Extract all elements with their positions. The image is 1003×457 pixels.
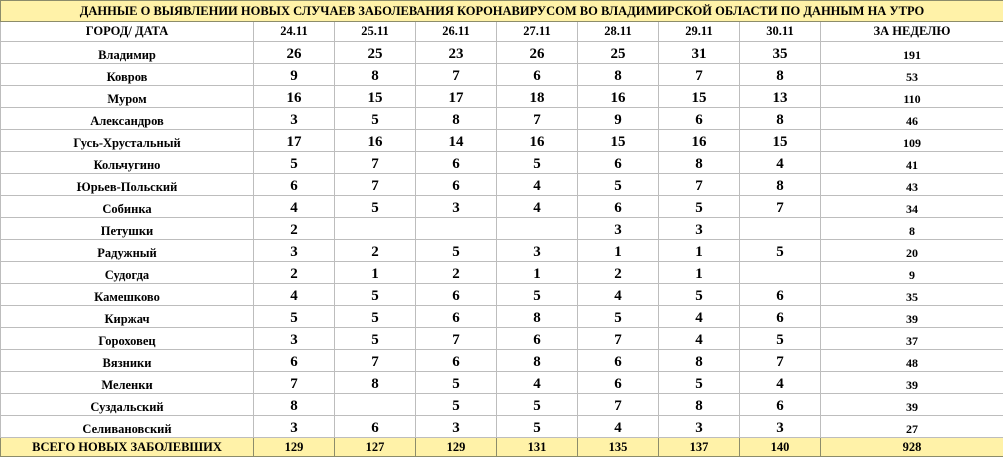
day-cell: 8 [578, 64, 659, 86]
day-cell [335, 218, 416, 240]
total-row [1, 438, 1003, 457]
total-day-cell: 131 [497, 438, 578, 457]
day-cell: 35 [740, 42, 821, 64]
day-cell: 6 [254, 350, 335, 372]
day-cell: 26 [254, 42, 335, 64]
city-cell: Вязники [1, 350, 254, 372]
day-cell: 2 [416, 262, 497, 284]
table-row [1, 108, 1003, 130]
table-row [1, 130, 1003, 152]
day-cell: 4 [659, 306, 740, 328]
day-cell: 5 [254, 152, 335, 174]
day-cell: 25 [335, 42, 416, 64]
table-row [1, 218, 1003, 240]
day-cell: 6 [335, 416, 416, 438]
day-cell: 5 [497, 284, 578, 306]
header-date: 30.11 [740, 22, 821, 42]
title-row [1, 1, 1003, 22]
header-date: 26.11 [416, 22, 497, 42]
day-cell: 6 [578, 350, 659, 372]
day-cell [335, 394, 416, 416]
city-cell: Муром [1, 86, 254, 108]
header-date: 27.11 [497, 22, 578, 42]
table-row [1, 416, 1003, 438]
day-cell: 8 [659, 350, 740, 372]
day-cell: 5 [335, 328, 416, 350]
table-row [1, 196, 1003, 218]
day-cell: 3 [578, 218, 659, 240]
day-cell: 13 [740, 86, 821, 108]
week-total-cell: 37 [821, 328, 1003, 350]
day-cell: 4 [578, 284, 659, 306]
city-cell: Гороховец [1, 328, 254, 350]
day-cell: 8 [497, 350, 578, 372]
header-date: 28.11 [578, 22, 659, 42]
day-cell: 5 [740, 328, 821, 350]
day-cell: 6 [416, 284, 497, 306]
week-total-cell: 191 [821, 42, 1003, 64]
day-cell: 5 [335, 108, 416, 130]
table-row [1, 174, 1003, 196]
day-cell: 15 [659, 86, 740, 108]
city-cell: Меленки [1, 372, 254, 394]
day-cell: 5 [659, 372, 740, 394]
week-total-cell: 48 [821, 350, 1003, 372]
week-total-cell: 35 [821, 284, 1003, 306]
day-cell: 4 [497, 372, 578, 394]
total-week-cell: 928 [821, 438, 1003, 457]
day-cell: 6 [740, 284, 821, 306]
day-cell: 4 [254, 196, 335, 218]
week-total-cell: 39 [821, 394, 1003, 416]
day-cell: 7 [254, 372, 335, 394]
day-cell: 9 [578, 108, 659, 130]
day-cell: 16 [578, 86, 659, 108]
day-cell: 7 [335, 152, 416, 174]
day-cell: 7 [335, 350, 416, 372]
day-cell: 3 [497, 240, 578, 262]
day-cell: 7 [416, 64, 497, 86]
total-day-cell: 135 [578, 438, 659, 457]
header-date: 25.11 [335, 22, 416, 42]
day-cell: 3 [659, 416, 740, 438]
table-row [1, 152, 1003, 174]
day-cell: 1 [335, 262, 416, 284]
day-cell: 2 [335, 240, 416, 262]
day-cell: 5 [497, 394, 578, 416]
day-cell: 1 [578, 240, 659, 262]
day-cell: 15 [335, 86, 416, 108]
day-cell: 5 [416, 372, 497, 394]
table-row [1, 64, 1003, 86]
day-cell: 5 [578, 306, 659, 328]
total-label: ВСЕГО НОВЫХ ЗАБОЛЕВШИХ [1, 438, 254, 457]
day-cell: 8 [335, 64, 416, 86]
day-cell: 5 [497, 152, 578, 174]
day-cell: 2 [254, 262, 335, 284]
day-cell: 8 [416, 108, 497, 130]
week-total-cell: 41 [821, 152, 1003, 174]
day-cell: 16 [335, 130, 416, 152]
header-week: ЗА НЕДЕЛЮ [821, 22, 1003, 42]
day-cell: 5 [335, 284, 416, 306]
day-cell: 5 [335, 306, 416, 328]
day-cell [740, 218, 821, 240]
day-cell: 4 [497, 174, 578, 196]
city-cell: Камешково [1, 284, 254, 306]
day-cell: 6 [578, 152, 659, 174]
day-cell: 5 [659, 196, 740, 218]
day-cell: 3 [416, 196, 497, 218]
day-cell: 7 [659, 64, 740, 86]
table-row [1, 262, 1003, 284]
day-cell: 3 [254, 240, 335, 262]
day-cell: 8 [659, 394, 740, 416]
day-cell: 5 [335, 196, 416, 218]
day-cell: 31 [659, 42, 740, 64]
day-cell: 6 [740, 306, 821, 328]
day-cell: 5 [659, 284, 740, 306]
city-cell: Селивановский [1, 416, 254, 438]
day-cell: 16 [659, 130, 740, 152]
header-date: 24.11 [254, 22, 335, 42]
week-total-cell: 53 [821, 64, 1003, 86]
day-cell: 4 [497, 196, 578, 218]
day-cell: 6 [416, 350, 497, 372]
day-cell: 7 [578, 394, 659, 416]
table-title: ДАННЫЕ О ВЫЯВЛЕНИИ НОВЫХ СЛУЧАЕВ ЗАБОЛЕВАНИЯ КОРОНАВИРУСОМ ВО ВЛАДИМИРСКОЙ ОБЛАСТИ ПО ДАННЫМ НА УТРО [1, 1, 1003, 22]
day-cell: 25 [578, 42, 659, 64]
day-cell: 6 [578, 372, 659, 394]
table-row [1, 350, 1003, 372]
day-cell: 3 [659, 218, 740, 240]
day-cell: 3 [416, 416, 497, 438]
table-row [1, 240, 1003, 262]
day-cell: 7 [578, 328, 659, 350]
day-cell: 17 [416, 86, 497, 108]
day-cell: 4 [578, 416, 659, 438]
day-cell [740, 262, 821, 284]
day-cell: 8 [659, 152, 740, 174]
day-cell: 5 [497, 416, 578, 438]
total-day-cell: 127 [335, 438, 416, 457]
city-cell: Гусь-Хрустальный [1, 130, 254, 152]
total-day-cell: 129 [254, 438, 335, 457]
day-cell: 7 [416, 328, 497, 350]
city-cell: Радужный [1, 240, 254, 262]
day-cell: 6 [416, 152, 497, 174]
table-row [1, 86, 1003, 108]
day-cell [416, 218, 497, 240]
day-cell: 3 [254, 108, 335, 130]
day-cell: 5 [416, 394, 497, 416]
week-total-cell: 20 [821, 240, 1003, 262]
day-cell: 18 [497, 86, 578, 108]
week-total-cell: 39 [821, 372, 1003, 394]
day-cell: 14 [416, 130, 497, 152]
city-cell: Петушки [1, 218, 254, 240]
table-row [1, 328, 1003, 350]
week-total-cell: 109 [821, 130, 1003, 152]
city-cell: Судогда [1, 262, 254, 284]
table-body [1, 42, 1003, 438]
day-cell: 15 [578, 130, 659, 152]
day-cell: 1 [659, 240, 740, 262]
week-total-cell: 43 [821, 174, 1003, 196]
header-city: ГОРОД/ ДАТА [1, 22, 254, 42]
day-cell: 9 [254, 64, 335, 86]
day-cell: 15 [740, 130, 821, 152]
day-cell: 2 [254, 218, 335, 240]
day-cell: 4 [740, 152, 821, 174]
day-cell: 6 [659, 108, 740, 130]
day-cell: 7 [740, 196, 821, 218]
day-cell: 8 [740, 64, 821, 86]
day-cell: 5 [740, 240, 821, 262]
day-cell: 5 [416, 240, 497, 262]
day-cell: 8 [335, 372, 416, 394]
day-cell: 6 [497, 64, 578, 86]
day-cell: 2 [578, 262, 659, 284]
day-cell: 6 [578, 196, 659, 218]
week-total-cell: 110 [821, 86, 1003, 108]
day-cell: 7 [740, 350, 821, 372]
day-cell: 1 [497, 262, 578, 284]
week-total-cell: 27 [821, 416, 1003, 438]
week-total-cell: 39 [821, 306, 1003, 328]
week-total-cell: 34 [821, 196, 1003, 218]
total-day-cell: 129 [416, 438, 497, 457]
city-cell: Александров [1, 108, 254, 130]
day-cell: 6 [497, 328, 578, 350]
day-cell: 4 [740, 372, 821, 394]
table-row [1, 306, 1003, 328]
table-row [1, 284, 1003, 306]
day-cell: 8 [497, 306, 578, 328]
total-day-cell: 137 [659, 438, 740, 457]
day-cell: 1 [659, 262, 740, 284]
day-cell: 16 [254, 86, 335, 108]
city-cell: Юрьев-Польский [1, 174, 254, 196]
day-cell: 5 [578, 174, 659, 196]
table-row [1, 372, 1003, 394]
city-cell: Кольчугино [1, 152, 254, 174]
header-date: 29.11 [659, 22, 740, 42]
day-cell: 17 [254, 130, 335, 152]
day-cell: 26 [497, 42, 578, 64]
day-cell: 23 [416, 42, 497, 64]
day-cell: 16 [497, 130, 578, 152]
day-cell: 8 [740, 174, 821, 196]
day-cell: 7 [659, 174, 740, 196]
day-cell: 3 [254, 328, 335, 350]
day-cell: 3 [254, 416, 335, 438]
table-row [1, 42, 1003, 64]
day-cell: 4 [254, 284, 335, 306]
day-cell [497, 218, 578, 240]
city-cell: Ковров [1, 64, 254, 86]
day-cell: 6 [416, 174, 497, 196]
week-total-cell: 46 [821, 108, 1003, 130]
day-cell: 5 [254, 306, 335, 328]
table-row [1, 394, 1003, 416]
day-cell: 6 [416, 306, 497, 328]
day-cell: 8 [740, 108, 821, 130]
city-cell: Собинка [1, 196, 254, 218]
header-row [1, 22, 1003, 42]
city-cell: Суздальский [1, 394, 254, 416]
day-cell: 4 [659, 328, 740, 350]
total-day-cell: 140 [740, 438, 821, 457]
day-cell: 8 [254, 394, 335, 416]
week-total-cell: 8 [821, 218, 1003, 240]
week-total-cell: 9 [821, 262, 1003, 284]
day-cell: 7 [497, 108, 578, 130]
day-cell: 3 [740, 416, 821, 438]
day-cell: 6 [254, 174, 335, 196]
day-cell: 6 [740, 394, 821, 416]
city-cell: Владимир [1, 42, 254, 64]
day-cell: 7 [335, 174, 416, 196]
city-cell: Киржач [1, 306, 254, 328]
